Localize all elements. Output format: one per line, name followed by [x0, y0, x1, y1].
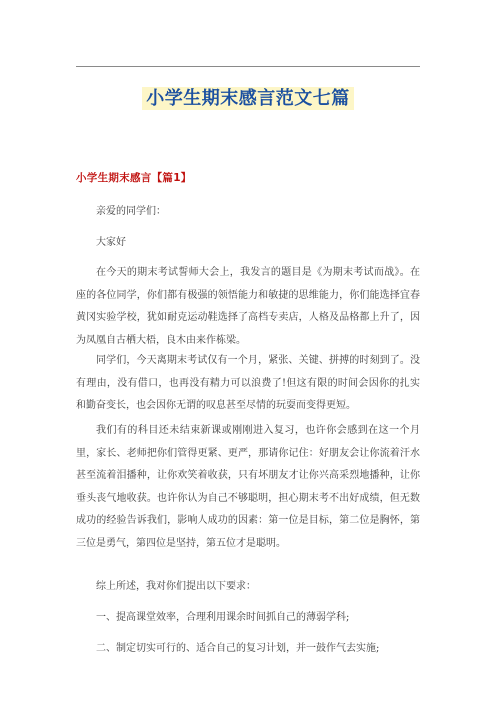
requirement-2-text: 二、制定切实可行的、适合自己的复习计划，并一鼓作气去实施; [96, 643, 380, 654]
paragraph-1 [76, 262, 420, 352]
requirement-1 [76, 607, 420, 630]
paragraph-3-text: 我们有的科目还未结束新课或刚刚进入复习，也许你会感到在这一个月里，家长、老师把你们管得更紧、更严，那请你记住：好朋友会让你流着汗水甚至流着泪播种，让你欢笑着收获，只有坏朋友才让你兴高采烈地播种，让你垂头丧气地收获。也许你认为自己不够聪明，担心期末考不出好成绩，但无数成功的经验告诉我们，影响人成功的因素：第一位是目标，第二位是胸怀，第三位是勇气，第四位是坚持，第五位才是聪明。 [76, 425, 420, 549]
requirement-2 [76, 638, 420, 661]
paragraph-2 [76, 350, 420, 418]
hello-text: 大家好 [96, 237, 126, 248]
paragraph-1-text: 在今天的期末考试誓师大会上，我发言的题目是《为期末考试而战》。在座的各位同学，你们都有极强的领悟能力和敏捷的思维能力，你们能选择宜春黄冈实验学校，犹如耐克运动鞋选择了高档专卖店，人格及品格都上升了，因为凤凰自古栖大梧，良木由来作栋梁。 [76, 267, 420, 346]
paragraph-3 [76, 420, 420, 555]
document-title [0, 86, 496, 112]
paragraph-summary [76, 576, 420, 599]
header-rule [76, 66, 420, 67]
paragraph-greeting [76, 201, 420, 224]
requirement-1-text: 一、提高课堂效率，合理利用课余时间抓自己的薄弱学科; [96, 612, 350, 623]
summary-text: 综上所述，我对你们提出以下要求： [96, 581, 256, 592]
section-heading: 小学生期末感言【篇1】 [76, 172, 192, 184]
paragraph-2-text: 同学们，今天离期末考试仅有一个月，紧张、关键、拼搏的时刻到了。没有理由，没有借口，也再没有精力可以浪费了!但这有限的时间会因你的扎实和勤奋变长，也会因你无谓的叹息甚至尽情的玩耍而变得更短。 [76, 355, 420, 411]
paragraph-hello [76, 232, 420, 255]
document-title-text: 小学生期末感言范文七篇 [142, 87, 354, 110]
greeting-text: 亲爱的同学们： [96, 206, 166, 217]
